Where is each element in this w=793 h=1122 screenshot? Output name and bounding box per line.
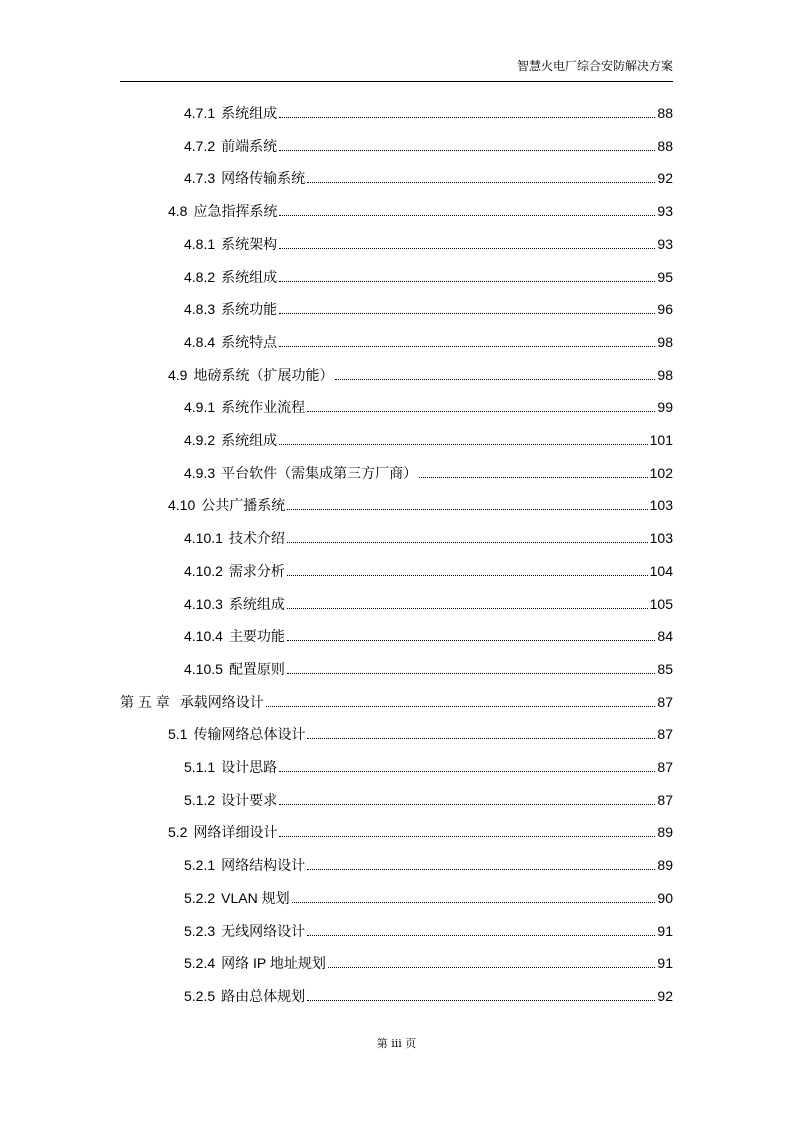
toc-dot-leader	[279, 770, 655, 772]
toc-entry-number: 5.2	[168, 824, 188, 840]
toc-entry[interactable]	[120, 692, 673, 712]
toc-entry-title: 传输网络总体设计	[193, 726, 306, 742]
toc-entry-page: 85	[657, 661, 673, 677]
toc-entry-page: 102	[649, 465, 673, 481]
toc-dot-leader	[287, 574, 648, 576]
toc-entry-page: 103	[649, 497, 673, 513]
toc-dot-leader	[279, 835, 655, 837]
toc-dot-leader	[307, 934, 655, 936]
toc-entry-title: 地磅系统（扩展功能）	[193, 367, 334, 383]
toc-entry-page: 87	[657, 759, 673, 775]
toc-entry-number: 4.9	[168, 367, 188, 383]
document-title: 智慧火电厂综合安防解决方案	[516, 59, 673, 73]
toc-entry-title: 网络传输系统	[221, 170, 306, 186]
toc-entry[interactable]	[184, 430, 673, 450]
toc-entry-title: 配置原则	[228, 661, 285, 677]
toc-dot-leader	[287, 639, 655, 641]
toc-dot-leader	[279, 247, 655, 249]
toc-entry-number: 4.8.4	[184, 334, 216, 350]
toc-entry[interactable]	[184, 626, 673, 646]
toc-entry-title: 系统组成	[221, 105, 278, 121]
toc-entry[interactable]	[168, 724, 673, 744]
page-number: 第 iii 页	[376, 1037, 417, 1050]
toc-dot-leader	[287, 541, 648, 543]
toc-dot-leader	[279, 443, 648, 445]
toc-entry-title: 设计思路	[221, 759, 278, 775]
toc-entry-title: 平台软件（需集成第三方厂商）	[221, 465, 418, 481]
toc-entry-title: 系统架构	[221, 236, 278, 252]
toc-entry-number: 4.10.1	[184, 530, 223, 546]
toc-entry[interactable]	[184, 921, 673, 941]
toc-dot-leader	[287, 672, 655, 674]
toc-entry[interactable]	[168, 365, 673, 385]
toc-entry[interactable]	[168, 495, 673, 515]
toc-entry-number: 5.2.2	[184, 890, 216, 906]
toc-entry-page: 87	[657, 726, 673, 742]
toc-entry-page: 95	[657, 269, 673, 285]
toc-entry-number: 4.10.5	[184, 661, 223, 677]
toc-entry-page: 92	[657, 170, 673, 186]
toc-entry-number: 5.1.1	[184, 759, 216, 775]
toc-entry[interactable]	[184, 332, 673, 352]
toc-entry-number: 4.10.4	[184, 628, 223, 644]
toc-entry-title: 系统功能	[221, 301, 278, 317]
toc-entry-number: 4.10.3	[184, 596, 223, 612]
toc-entry[interactable]	[184, 234, 673, 254]
toc-dot-leader	[279, 280, 655, 282]
toc-entry-title: 设计要求	[221, 792, 278, 808]
page-header	[120, 55, 673, 82]
toc-entry-page: 104	[649, 563, 673, 579]
toc-entry-page: 103	[649, 530, 673, 546]
toc-entry-title: 需求分析	[228, 563, 285, 579]
toc-entry-title: 网络详细设计	[193, 824, 278, 840]
toc-entry-number: 4.8	[168, 203, 188, 219]
toc-dot-leader	[307, 737, 655, 739]
toc-entry-title: 系统组成	[228, 596, 285, 612]
toc-entry-page: 96	[657, 301, 673, 317]
toc-entry[interactable]	[184, 986, 673, 1006]
toc-entry-page: 98	[657, 367, 673, 383]
toc-entry-number: 第 五 章	[120, 694, 170, 710]
toc-dot-leader	[335, 378, 655, 380]
toc-entry-title: VLAN 规划	[221, 890, 290, 906]
toc-entry-title: 公共广播系统	[201, 497, 286, 513]
toc-entry[interactable]	[184, 267, 673, 287]
toc-entry-title: 网络结构设计	[221, 857, 306, 873]
toc-entry-title: 无线网络设计	[221, 923, 306, 939]
toc-entry-title: 系统作业流程	[221, 399, 306, 415]
toc-entry-number: 4.10.2	[184, 563, 223, 579]
toc-entry[interactable]	[184, 168, 673, 188]
toc-entry[interactable]	[168, 822, 673, 842]
toc-entry[interactable]	[184, 463, 673, 483]
toc-entry-title: 网络 IP 地址规划	[221, 955, 326, 971]
toc-dot-leader	[419, 476, 648, 478]
toc-entry-number: 5.2.5	[184, 988, 216, 1004]
toc-entry-page: 88	[657, 105, 673, 121]
toc-entry-number: 5.2.4	[184, 955, 216, 971]
toc-entry[interactable]	[184, 757, 673, 777]
toc-entry-page: 89	[657, 824, 673, 840]
toc-entry-page: 101	[649, 432, 673, 448]
toc-dot-leader	[287, 607, 648, 609]
toc-dot-leader	[328, 966, 656, 968]
toc-dot-leader	[307, 999, 655, 1001]
toc-dot-leader	[307, 181, 655, 183]
toc-entry-title: 系统特点	[221, 334, 278, 350]
toc-entry[interactable]	[184, 790, 673, 810]
toc-entry[interactable]	[184, 855, 673, 875]
toc-dot-leader	[279, 312, 655, 314]
toc-entry-page: 90	[657, 890, 673, 906]
toc-entry[interactable]	[184, 397, 673, 417]
toc-entry[interactable]	[184, 136, 673, 156]
toc-dot-leader	[279, 116, 655, 118]
toc-entry-title: 技术介绍	[228, 530, 285, 546]
toc-entry-number: 4.8.1	[184, 236, 216, 252]
toc-entry[interactable]	[184, 103, 673, 123]
toc-entry[interactable]	[184, 594, 673, 614]
toc-dot-leader	[266, 705, 656, 707]
toc-entry[interactable]	[184, 888, 673, 908]
toc-entry-number: 4.9.2	[184, 432, 216, 448]
toc-entry[interactable]	[184, 561, 673, 581]
toc-entry-number: 5.1	[168, 726, 188, 742]
toc-entry-number: 4.10	[168, 497, 196, 513]
toc-entry-page: 84	[657, 628, 673, 644]
toc-entry-page: 88	[657, 138, 673, 154]
toc-entry-number: 5.2.3	[184, 923, 216, 939]
toc-entry-number: 5.1.2	[184, 792, 216, 808]
toc-entry-title: 承载网络设计	[179, 694, 264, 710]
toc-entry-title: 前端系统	[221, 138, 278, 154]
toc-entry-number: 5.2.1	[184, 857, 216, 873]
toc-entry-page: 87	[657, 792, 673, 808]
toc-dot-leader	[292, 901, 656, 903]
toc-entry-number: 4.8.3	[184, 301, 216, 317]
toc-entry-title: 应急指挥系统	[193, 203, 278, 219]
toc-entry-number: 4.7.3	[184, 170, 216, 186]
toc-dot-leader	[287, 508, 647, 510]
toc-dot-leader	[307, 410, 655, 412]
toc-dot-leader	[307, 868, 655, 870]
toc-dot-leader	[279, 345, 655, 347]
toc-dot-leader	[279, 803, 655, 805]
toc-entry[interactable]	[184, 299, 673, 319]
toc-entry-page: 89	[657, 857, 673, 873]
toc-entry-page: 98	[657, 334, 673, 350]
toc-entry[interactable]	[184, 528, 673, 548]
toc-entry[interactable]	[168, 201, 673, 221]
toc-entry[interactable]	[184, 659, 673, 679]
toc-entry-page: 105	[649, 596, 673, 612]
toc-entry-title: 主要功能	[228, 628, 285, 644]
toc-entry-number: 4.9.3	[184, 465, 216, 481]
toc-entry-title: 系统组成	[221, 269, 278, 285]
toc-entry-page: 93	[657, 236, 673, 252]
toc-entry-page: 99	[657, 399, 673, 415]
toc-entry-page: 91	[657, 923, 673, 939]
toc-entry-number: 4.8.2	[184, 269, 216, 285]
toc-entry-number: 4.7.1	[184, 105, 216, 121]
toc-entry[interactable]	[184, 953, 673, 973]
toc-entry-title: 路由总体规划	[221, 988, 306, 1004]
toc-entry-title: 系统组成	[221, 432, 278, 448]
toc-dot-leader	[279, 214, 655, 216]
toc-entry-page: 93	[657, 203, 673, 219]
toc-entry-number: 4.7.2	[184, 138, 216, 154]
toc-entry-page: 92	[657, 988, 673, 1004]
toc-entry-page: 87	[657, 694, 673, 710]
toc-entry-number: 4.9.1	[184, 399, 216, 415]
toc-entry-page: 91	[657, 955, 673, 971]
toc-dot-leader	[279, 149, 655, 151]
